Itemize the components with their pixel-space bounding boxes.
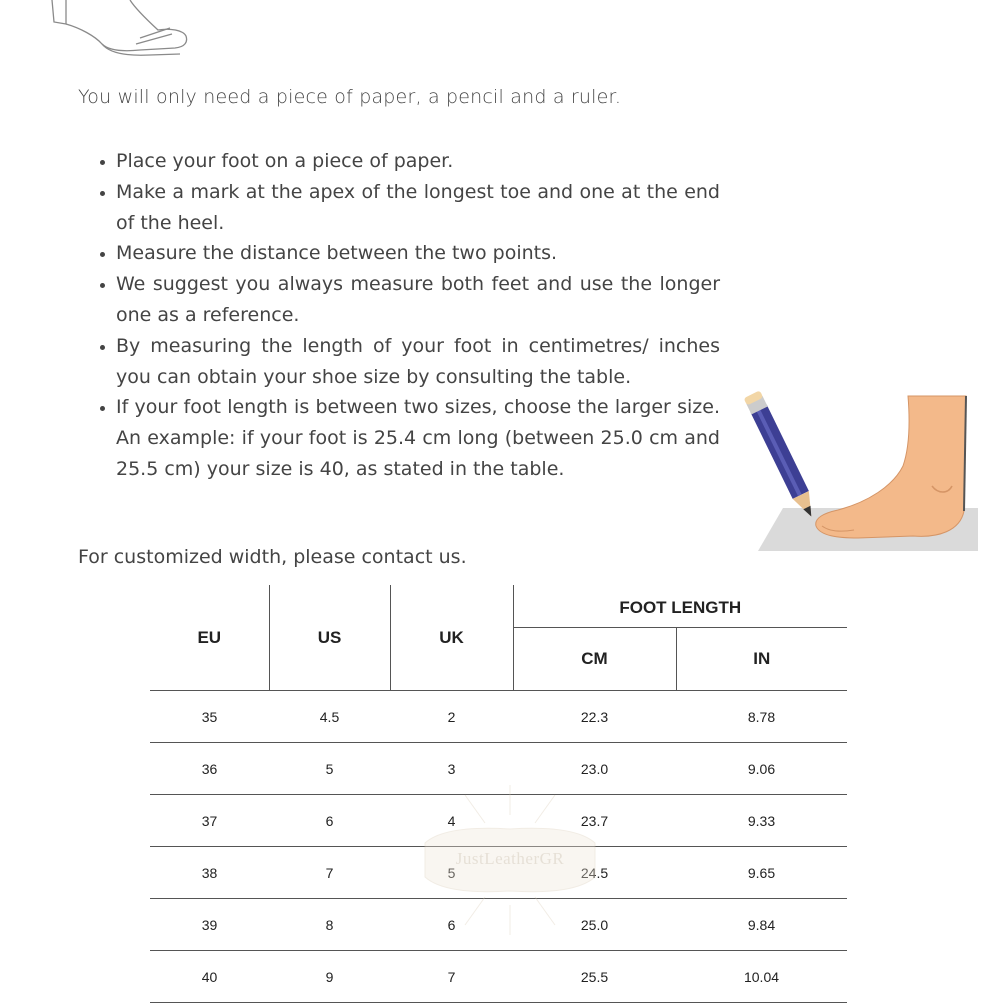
header-eu: EU	[150, 585, 269, 691]
cell-cm: 23.0	[513, 743, 676, 795]
cell-in: 9.84	[676, 899, 847, 951]
cell-eu: 35	[150, 691, 269, 743]
header-foot-length: FOOT LENGTH	[513, 585, 847, 628]
cell-uk: 4	[390, 795, 513, 847]
foot-measuring-illustration	[738, 386, 978, 556]
cell-in: 9.33	[676, 795, 847, 847]
table-row	[150, 795, 847, 847]
header-cm: CM	[513, 628, 676, 691]
cell-us: 8	[269, 899, 390, 951]
cell-cm: 22.3	[513, 691, 676, 743]
size-chart-table	[150, 585, 847, 1003]
cell-us: 7	[269, 847, 390, 899]
cell-eu: 40	[150, 951, 269, 1003]
instruction-item: • Measure the distance between the two points.	[116, 238, 720, 269]
foot-shape	[816, 396, 966, 538]
table-row	[150, 899, 847, 951]
cell-cm: 25.0	[513, 899, 676, 951]
cell-cm: 24.5	[513, 847, 676, 899]
cell-us: 6	[269, 795, 390, 847]
cell-eu: 38	[150, 847, 269, 899]
cell-us: 4.5	[269, 691, 390, 743]
instruction-item: • Make a mark at the apex of the longest toe and one at the end of the heel.	[116, 177, 720, 239]
cell-in: 8.78	[676, 691, 847, 743]
table-row	[150, 951, 847, 1003]
custom-width-note: For customized width, please contact us.	[78, 546, 467, 568]
cell-us: 5	[269, 743, 390, 795]
cell-uk: 3	[390, 743, 513, 795]
table-row	[150, 847, 847, 899]
instruction-list	[98, 146, 720, 485]
table-row	[150, 691, 847, 743]
cell-eu: 39	[150, 899, 269, 951]
sandal-illustration	[40, 0, 200, 58]
cell-in: 9.06	[676, 743, 847, 795]
instruction-item: • We suggest you always measure both feet and use the longer one as a reference.	[116, 269, 720, 331]
header-uk: UK	[390, 585, 513, 691]
instruction-item: • Place your foot on a piece of paper.	[116, 146, 720, 177]
cell-uk: 5	[390, 847, 513, 899]
cell-us: 9	[269, 951, 390, 1003]
pencil-shape	[744, 390, 820, 520]
cell-uk: 2	[390, 691, 513, 743]
cell-in: 9.65	[676, 847, 847, 899]
table-row	[150, 743, 847, 795]
intro-text: You will only need a piece of paper, a pencil and a ruler.	[78, 86, 622, 108]
header-us: US	[269, 585, 390, 691]
instruction-item: • If your foot length is between two sizes, choose the larger size. An example: if your foot is 25.4 cm long (between 25.0 cm and 25.5 cm) your size is 40, as stated in the table.	[116, 392, 720, 484]
cell-cm: 25.5	[513, 951, 676, 1003]
cell-in: 10.04	[676, 951, 847, 1003]
cell-uk: 7	[390, 951, 513, 1003]
cell-uk: 6	[390, 899, 513, 951]
cell-eu: 37	[150, 795, 269, 847]
cell-eu: 36	[150, 743, 269, 795]
header-in: IN	[676, 628, 847, 691]
cell-cm: 23.7	[513, 795, 676, 847]
instruction-item: • By measuring the length of your foot in centimetres/ inches you can obtain your shoe size by consulting the table.	[116, 331, 720, 393]
watermark-text: JustLeatherGR	[455, 849, 565, 868]
